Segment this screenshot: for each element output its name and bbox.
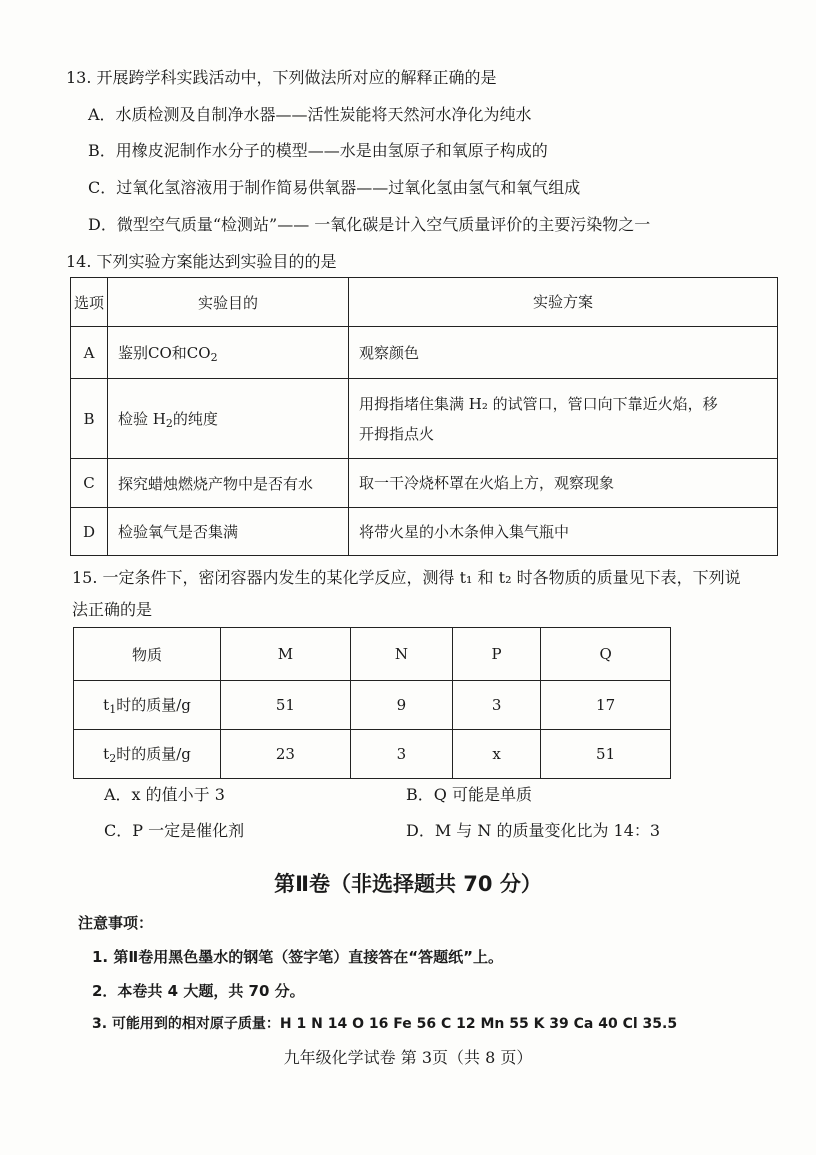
question-13-option-d: D．微型空气质量“检测站”—— 一氧化碳是计入空气质量评价的主要污染物之一 bbox=[88, 215, 651, 234]
table-cell: 51 bbox=[541, 730, 671, 779]
table-row bbox=[71, 327, 778, 379]
table-header-cell: M bbox=[221, 628, 351, 681]
table-header-cell: 实验方案 bbox=[349, 278, 778, 327]
table-cell: 51 bbox=[221, 681, 351, 730]
question-13-option-b: B．用橡皮泥制作水分子的模型——水是由氢原子和氧原子构成的 bbox=[88, 141, 548, 160]
table-cell: 3 bbox=[452, 681, 540, 730]
question-14-table bbox=[70, 277, 778, 556]
page-footer: 九年级化学试卷 第 3页（共 8 页） bbox=[283, 1048, 533, 1067]
option-cell: D bbox=[71, 508, 108, 556]
row-label-cell: $t_2$时的质量/g bbox=[74, 730, 221, 779]
table-cell: 17 bbox=[541, 681, 671, 730]
option-cell: B bbox=[71, 379, 108, 459]
question-13-stem: 13. 开展跨学科实践活动中，下列做法所对应的解释正确的是 bbox=[66, 68, 497, 87]
table-header-row bbox=[74, 628, 671, 681]
plan-cell: 将带火星的小木条伸入集气瓶中 bbox=[349, 508, 778, 556]
option-cell: A bbox=[71, 327, 108, 379]
question-15-option-d: D．M 与 N 的质量变化比为 14：3 bbox=[406, 821, 661, 840]
notes-heading: 注意事项： bbox=[78, 914, 154, 932]
table-header-cell: N bbox=[350, 628, 452, 681]
table-row bbox=[71, 379, 778, 459]
question-15-option-b: B．Q 可能是单质 bbox=[406, 785, 532, 804]
goal-cell: 检验氧气是否集满 bbox=[108, 508, 349, 556]
section-2-title: 第Ⅱ卷（非选择题共 70 分） bbox=[274, 872, 542, 896]
goal-cell: 鉴别CO和$CO_2$ bbox=[108, 327, 349, 379]
question-15-stem: 15. 一定条件下，密闭容器内发生的某化学反应，测得 t₁ 和 t₂ 时各物质的质量见下表，下列说 bbox=[72, 568, 741, 587]
table-header-row bbox=[71, 278, 778, 327]
table-cell: 23 bbox=[221, 730, 351, 779]
table-header-cell: 实验目的 bbox=[108, 278, 349, 327]
table-row bbox=[74, 730, 671, 779]
goal-cell: 探究蜡烛燃烧产物中是否有水 bbox=[108, 459, 349, 508]
question-15-table bbox=[73, 627, 671, 779]
table-header-cell: 选项 bbox=[71, 278, 108, 327]
table-row bbox=[71, 459, 778, 508]
goal-cell: 检验 $H_2$的纯度 bbox=[108, 379, 349, 459]
row-label-cell: $t_1$时的质量/g bbox=[74, 681, 221, 730]
table-cell: x bbox=[452, 730, 540, 779]
table-row bbox=[71, 508, 778, 556]
option-cell: C bbox=[71, 459, 108, 508]
table-row bbox=[74, 681, 671, 730]
table-header-cell: 物质 bbox=[74, 628, 221, 681]
plan-cell: 观察颜色 bbox=[349, 327, 778, 379]
note-item-2: 2．本卷共 4 大题，共 70 分。 bbox=[92, 982, 305, 1000]
plan-cell: 用拇指堵住集满 H₂ 的试管口，管口向下靠近火焰，移 开拇指点火 bbox=[349, 379, 778, 459]
question-15-stem-continued: 法正确的是 bbox=[72, 600, 153, 619]
note-item-1: 1. 第Ⅱ卷用黑色墨水的钢笔（签字笔）直接答在“答题纸”上。 bbox=[92, 948, 503, 966]
question-13-option-a: A．水质检测及自制净水器——活性炭能将天然河水净化为纯水 bbox=[88, 105, 532, 124]
note-item-3: 3. 可能用到的相对原子质量：H 1 N 14 O 16 Fe 56 C 12 Mn 55 K 39 Ca 40 Cl 35.5 bbox=[92, 1016, 678, 1032]
question-15-option-c: C．P 一定是催化剂 bbox=[104, 821, 245, 840]
table-header-cell: P bbox=[452, 628, 540, 681]
question-15-option-a: A．x 的值小于 3 bbox=[104, 785, 225, 804]
question-14-stem: 14. 下列实验方案能达到实验目的的是 bbox=[66, 252, 337, 271]
table-cell: 3 bbox=[350, 730, 452, 779]
table-cell: 9 bbox=[350, 681, 452, 730]
table-header-cell: Q bbox=[541, 628, 671, 681]
question-13-option-c: C．过氧化氢溶液用于制作简易供氧器——过氧化氢由氢气和氧气组成 bbox=[88, 178, 581, 197]
plan-cell: 取一干冷烧杯罩在火焰上方，观察现象 bbox=[349, 459, 778, 508]
